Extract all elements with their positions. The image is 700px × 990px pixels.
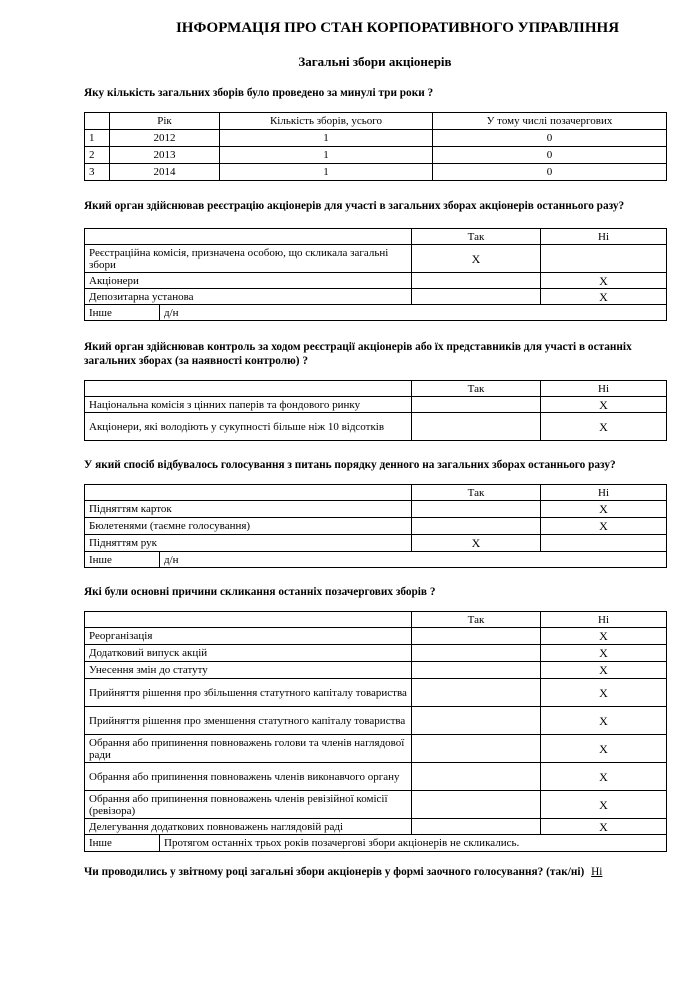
yes-mark: [412, 501, 541, 518]
no-mark: [541, 535, 667, 552]
registration-body-table: [84, 228, 667, 321]
row-label: Делегування додаткових повноважень наглядовій раді: [85, 819, 412, 835]
yes-mark: X: [412, 535, 541, 552]
table-row: [85, 819, 667, 835]
row-number: 3: [85, 164, 110, 181]
yes-mark: [412, 628, 541, 645]
other-value: Протягом останніх трьох років позачергові збори акціонерів не скликались.: [160, 835, 667, 852]
no-mark: X: [541, 819, 667, 835]
yes-mark: [412, 413, 541, 441]
total-cell: 1: [220, 147, 433, 164]
header-cell: У тому числі позачергових: [433, 113, 667, 130]
table-row: [85, 662, 667, 679]
header-cell: [85, 381, 412, 397]
row-label: Додатковий випуск акцій: [85, 645, 412, 662]
table-header-row: [85, 229, 667, 245]
yes-mark: [412, 791, 541, 819]
question-registration-body: Який орган здійснював реєстрацію акціонерів для участі в загальних зборах акціонерів останнього разу?: [84, 200, 625, 212]
table-row: [85, 289, 667, 305]
question-text: Чи проводились у звітному році загальні збори акціонерів у формі заочного голосування? (так/ні): [84, 866, 585, 878]
header-cell: Рік: [110, 113, 220, 130]
yes-mark: [412, 397, 541, 413]
no-mark: X: [541, 628, 667, 645]
registration-control-table: [84, 380, 667, 441]
row-label: Акціонери: [85, 273, 412, 289]
row-label: Обрання або припинення повноважень голови та членів наглядової ради: [85, 735, 412, 763]
question-registration-control: Який орган здійснював контроль за ходом реєстрації акціонерів або їх представників для участі в останніх загальних зборах (за наявності контролю) ?: [84, 341, 632, 367]
header-yes: Так: [412, 229, 541, 245]
header-cell: [85, 612, 412, 628]
question-absentee-voting: [84, 866, 602, 878]
row-label: Обрання або припинення повноважень членів ревізійної комісії (ревізора): [85, 791, 412, 819]
question-meetings-count: Яку кількість загальних зборів було проведено за минулі три роки ?: [84, 87, 434, 99]
other-row: [85, 835, 667, 852]
row-label: Реєстраційна комісія, призначена особою, що скликала загальні збори: [85, 245, 412, 273]
no-mark: X: [541, 518, 667, 535]
row-number: 2: [85, 147, 110, 164]
no-mark: X: [541, 735, 667, 763]
extraordinary-reasons-table: [84, 611, 667, 852]
row-label: Акціонери, які володіють у сукупності більше ніж 10 відсотків: [85, 413, 412, 441]
no-mark: X: [541, 397, 667, 413]
extraordinary-cell: 0: [433, 164, 667, 181]
answer-value: Ні: [591, 866, 603, 878]
yes-mark: [412, 662, 541, 679]
no-mark: X: [541, 645, 667, 662]
table-row: [85, 273, 667, 289]
voting-method-table: [84, 484, 667, 568]
table-row: [85, 413, 667, 441]
table-row: [85, 791, 667, 819]
header-yes: Так: [412, 485, 541, 501]
table-row: [85, 245, 667, 273]
extraordinary-cell: 0: [433, 130, 667, 147]
no-mark: X: [541, 662, 667, 679]
no-mark: [541, 245, 667, 273]
header-yes: Так: [412, 612, 541, 628]
header-no: Ні: [541, 229, 667, 245]
header-yes: Так: [412, 381, 541, 397]
header-cell: [85, 113, 110, 130]
yes-mark: [412, 273, 541, 289]
row-label: Обрання або припинення повноважень членів виконавчого органу: [85, 763, 412, 791]
other-label: Інше: [85, 305, 160, 321]
table-header-row: [85, 485, 667, 501]
extraordinary-cell: 0: [433, 147, 667, 164]
table-row: [85, 130, 667, 147]
table-row: [85, 679, 667, 707]
yes-mark: [412, 763, 541, 791]
yes-mark: [412, 679, 541, 707]
no-mark: X: [541, 679, 667, 707]
table-row: [85, 518, 667, 535]
other-label: Інше: [85, 552, 160, 568]
table-row: [85, 164, 667, 181]
yes-mark: [412, 289, 541, 305]
other-row: [85, 305, 667, 321]
no-mark: X: [541, 763, 667, 791]
total-cell: 1: [220, 164, 433, 181]
table-row: [85, 645, 667, 662]
row-label: Підняттям рук: [85, 535, 412, 552]
total-cell: 1: [220, 130, 433, 147]
table-row: [85, 397, 667, 413]
section-subtitle: Загальні збори акціонерів: [298, 54, 452, 69]
yes-mark: [412, 518, 541, 535]
no-mark: X: [541, 273, 667, 289]
header-no: Ні: [541, 612, 667, 628]
row-label: Реорганізація: [85, 628, 412, 645]
table-header-row: [85, 381, 667, 397]
table-row: [85, 735, 667, 763]
question-voting-method: У який спосіб відбувалось голосування з питань порядку денного на загальних зборах останнього разу?: [84, 459, 616, 471]
table-row: [85, 535, 667, 552]
no-mark: X: [541, 289, 667, 305]
table-row: [85, 501, 667, 518]
row-number: 1: [85, 130, 110, 147]
no-mark: X: [541, 707, 667, 735]
table-header-row: [85, 113, 667, 130]
yes-mark: [412, 707, 541, 735]
header-cell: Кількість зборів, усього: [220, 113, 433, 130]
header-cell: [85, 485, 412, 501]
no-mark: X: [541, 791, 667, 819]
yes-mark: [412, 735, 541, 763]
question-extraordinary-reasons: Які були основні причини скликання останніх позачергових зборів ?: [84, 586, 436, 598]
other-row: [85, 552, 667, 568]
header-no: Ні: [541, 485, 667, 501]
meetings-count-table: [84, 112, 667, 181]
row-label: Національна комісія з цінних паперів та фондового ринку: [85, 397, 412, 413]
row-label: Унесення змін до статуту: [85, 662, 412, 679]
year-cell: 2012: [110, 130, 220, 147]
table-row: [85, 707, 667, 735]
yes-mark: X: [412, 245, 541, 273]
table-header-row: [85, 612, 667, 628]
no-mark: X: [541, 501, 667, 518]
row-label: Бюлетенями (таємне голосування): [85, 518, 412, 535]
table-row: [85, 628, 667, 645]
row-label: Прийняття рішення про зменшення статутного капіталу товариства: [85, 707, 412, 735]
no-mark: X: [541, 413, 667, 441]
year-cell: 2013: [110, 147, 220, 164]
year-cell: 2014: [110, 164, 220, 181]
table-row: [85, 147, 667, 164]
other-value: д/н: [160, 305, 667, 321]
row-label: Депозитарна установа: [85, 289, 412, 305]
page-title: ІНФОРМАЦІЯ ПРО СТАН КОРПОРАТИВНОГО УПРАВЛІННЯ: [175, 20, 620, 36]
other-value: д/н: [160, 552, 667, 568]
row-label: Підняттям карток: [85, 501, 412, 518]
yes-mark: [412, 819, 541, 835]
other-label: Інше: [85, 835, 160, 852]
header-cell: [85, 229, 412, 245]
yes-mark: [412, 645, 541, 662]
header-no: Ні: [541, 381, 667, 397]
row-label: Прийняття рішення про збільшення статутного капіталу товариства: [85, 679, 412, 707]
table-row: [85, 763, 667, 791]
